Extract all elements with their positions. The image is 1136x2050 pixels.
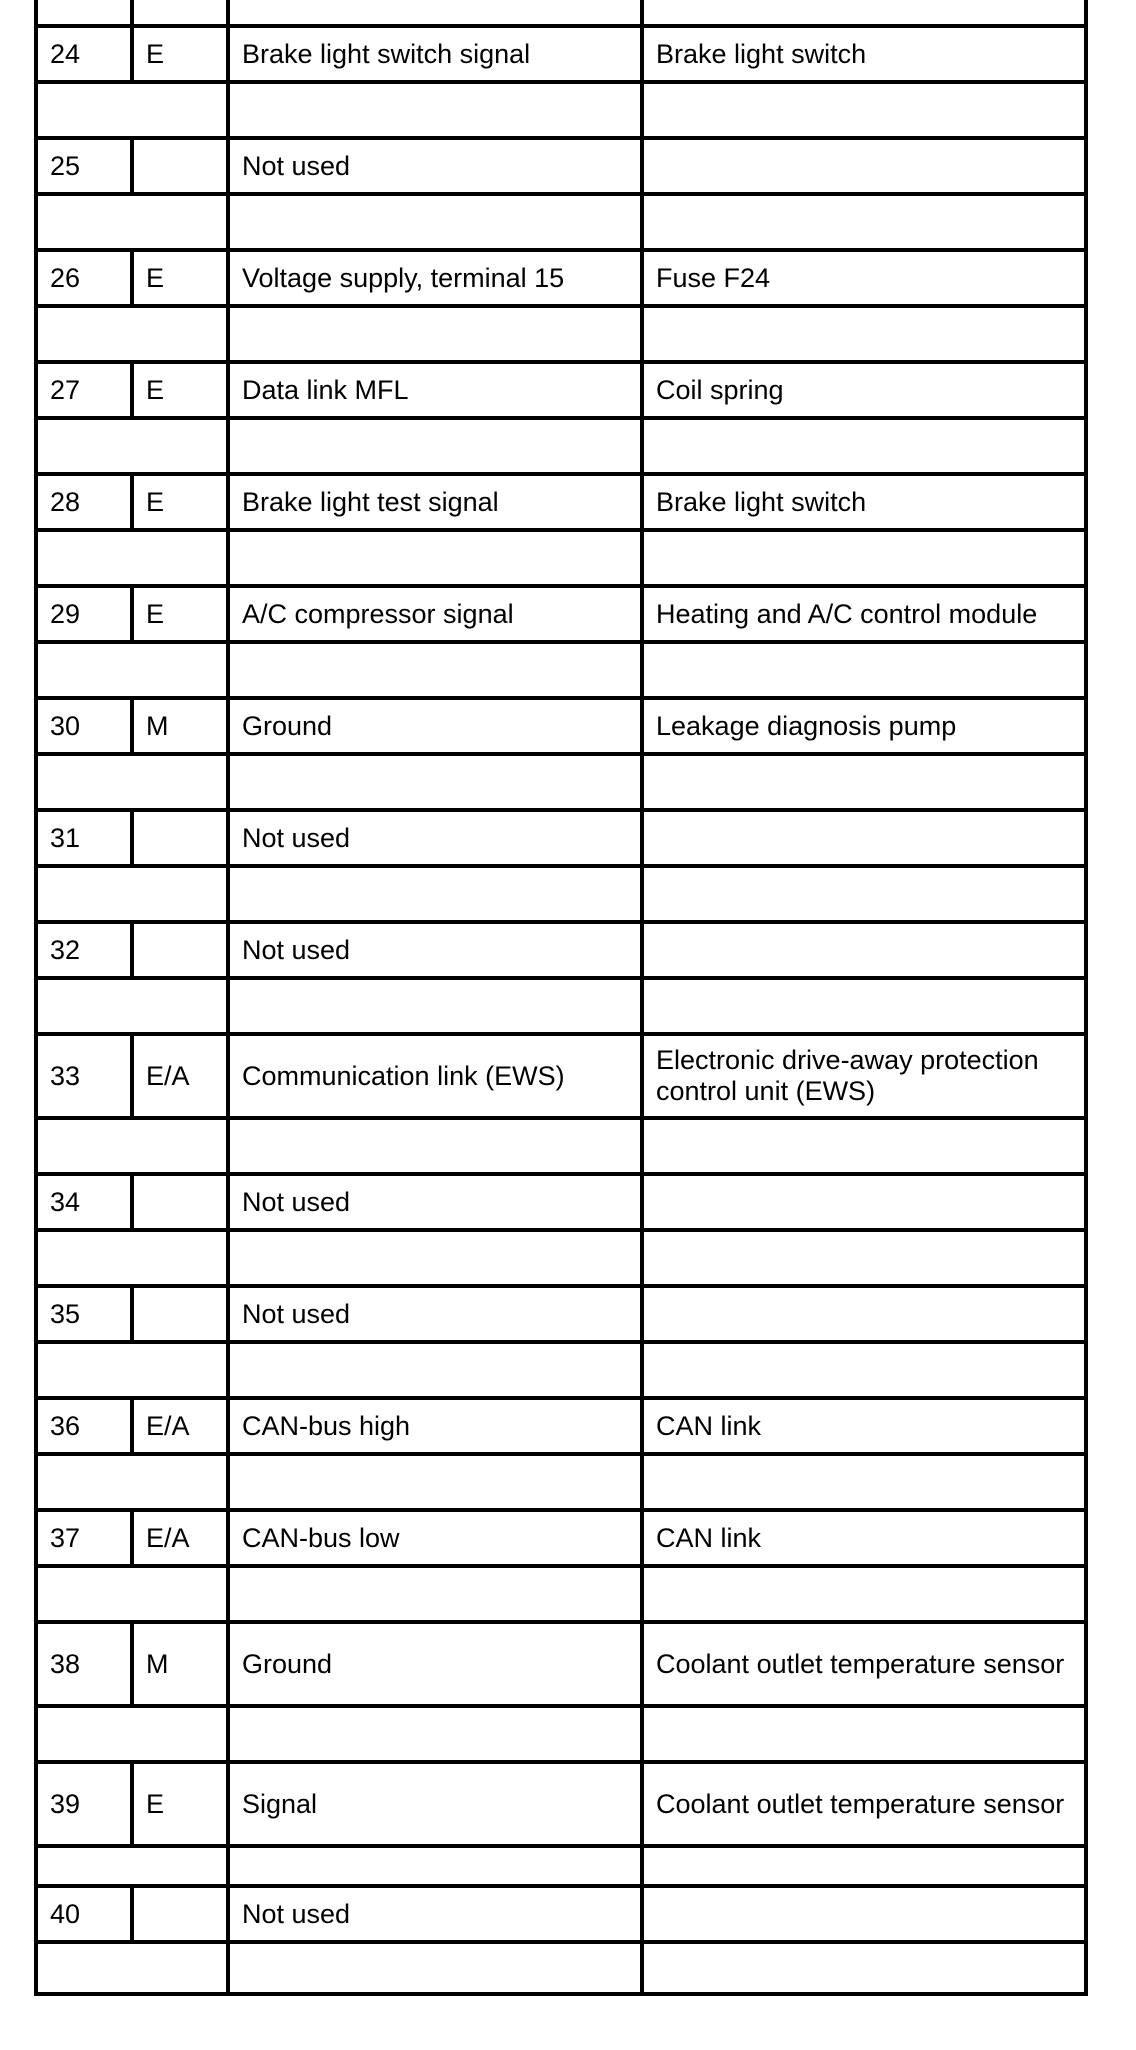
signal-description: CAN-bus high — [228, 1398, 642, 1454]
spacer-cell — [642, 418, 1086, 474]
table-row — [36, 138, 1086, 194]
spacer-cell — [36, 1118, 228, 1174]
spacer-cell — [36, 418, 228, 474]
signal-type — [132, 0, 228, 26]
spacer-cell — [228, 82, 642, 138]
table-row — [36, 586, 1086, 642]
signal-type: M — [132, 698, 228, 754]
spacer-row — [36, 306, 1086, 362]
table-row — [36, 1174, 1086, 1230]
spacer-cell — [642, 1342, 1086, 1398]
signal-type: M — [132, 1622, 228, 1706]
signal-type: E/A — [132, 1510, 228, 1566]
spacer-row — [36, 1454, 1086, 1510]
signal-description: Not used — [228, 922, 642, 978]
connected-component: Coil spring — [642, 362, 1086, 418]
spacer-cell — [642, 194, 1086, 250]
spacer-row — [36, 194, 1086, 250]
signal-description: Ground — [228, 698, 642, 754]
signal-description: Signal — [228, 1762, 642, 1846]
table-row — [36, 1286, 1086, 1342]
pin-number: 36 — [36, 1398, 132, 1454]
pin-number: 31 — [36, 810, 132, 866]
pin-number: 32 — [36, 922, 132, 978]
connected-component — [642, 138, 1086, 194]
spacer-cell — [36, 978, 228, 1034]
signal-type: E — [132, 26, 228, 82]
spacer-cell — [642, 1230, 1086, 1286]
spacer-row — [36, 418, 1086, 474]
table-body — [36, 0, 1086, 1994]
signal-description: A/C compressor signal — [228, 586, 642, 642]
signal-type: E/A — [132, 1398, 228, 1454]
spacer-row — [36, 1230, 1086, 1286]
spacer-cell — [36, 306, 228, 362]
spacer-row — [36, 1342, 1086, 1398]
table-row — [36, 1622, 1086, 1706]
signal-type — [132, 810, 228, 866]
signal-description: Brake light switch signal — [228, 26, 642, 82]
spacer-row — [36, 1942, 1086, 1994]
signal-description: Voltage supply, terminal 15 — [228, 250, 642, 306]
connected-component: Fuse F24 — [642, 250, 1086, 306]
pin-number: 37 — [36, 1510, 132, 1566]
table-row — [36, 1510, 1086, 1566]
spacer-cell — [642, 530, 1086, 586]
spacer-cell — [228, 1454, 642, 1510]
spacer-row — [36, 1846, 1086, 1886]
signal-description: Not used — [228, 1886, 642, 1942]
connected-component: CAN link — [642, 1510, 1086, 1566]
connected-component: Leakage diagnosis pump — [642, 698, 1086, 754]
signal-type — [132, 1886, 228, 1942]
spacer-cell — [36, 1230, 228, 1286]
spacer-cell — [228, 1118, 642, 1174]
signal-description: Data link MFL — [228, 362, 642, 418]
signal-type: E — [132, 1762, 228, 1846]
spacer-cell — [36, 1566, 228, 1622]
spacer-cell — [36, 530, 228, 586]
table-row — [36, 0, 1086, 26]
connected-component: Brake light switch — [642, 474, 1086, 530]
spacer-cell — [36, 194, 228, 250]
connected-component: Electronic drive-away protection control unit (EWS) — [642, 1034, 1086, 1118]
spacer-row — [36, 1118, 1086, 1174]
spacer-cell — [36, 754, 228, 810]
signal-description: Not used — [228, 1286, 642, 1342]
table-row — [36, 1398, 1086, 1454]
pin-number: 34 — [36, 1174, 132, 1230]
table-row — [36, 250, 1086, 306]
signal-description: CAN-bus low — [228, 1510, 642, 1566]
spacer-cell — [228, 418, 642, 474]
spacer-cell — [228, 1342, 642, 1398]
spacer-cell — [228, 530, 642, 586]
signal-description — [228, 0, 642, 26]
signal-type — [132, 1174, 228, 1230]
spacer-cell — [642, 1566, 1086, 1622]
spacer-cell — [642, 1706, 1086, 1762]
pin-number: 35 — [36, 1286, 132, 1342]
spacer-cell — [36, 1846, 228, 1886]
signal-description: Not used — [228, 1174, 642, 1230]
spacer-cell — [228, 306, 642, 362]
table-row — [36, 1886, 1086, 1942]
spacer-cell — [642, 978, 1086, 1034]
spacer-cell — [642, 1118, 1086, 1174]
table-row — [36, 474, 1086, 530]
pin-assignment-table — [34, 0, 1088, 1996]
connected-component: Heating and A/C control module — [642, 586, 1086, 642]
pin-number: 25 — [36, 138, 132, 194]
connected-component — [642, 922, 1086, 978]
spacer-cell — [642, 306, 1086, 362]
pin-number: 28 — [36, 474, 132, 530]
pin-number: 24 — [36, 26, 132, 82]
spacer-cell — [642, 754, 1086, 810]
pin-number — [36, 0, 132, 26]
table-row — [36, 810, 1086, 866]
signal-description: Communication link (EWS) — [228, 1034, 642, 1118]
spacer-row — [36, 530, 1086, 586]
pin-number: 29 — [36, 586, 132, 642]
table-row — [36, 26, 1086, 82]
table-row — [36, 698, 1086, 754]
spacer-cell — [36, 1942, 228, 1994]
connected-component: Brake light switch — [642, 26, 1086, 82]
spacer-cell — [228, 978, 642, 1034]
connected-component — [642, 1886, 1086, 1942]
spacer-cell — [228, 754, 642, 810]
spacer-row — [36, 1706, 1086, 1762]
signal-description: Not used — [228, 138, 642, 194]
signal-type: E — [132, 250, 228, 306]
spacer-cell — [36, 1454, 228, 1510]
table-row — [36, 362, 1086, 418]
spacer-cell — [228, 1846, 642, 1886]
spacer-cell — [642, 1846, 1086, 1886]
signal-type — [132, 138, 228, 194]
pin-number: 38 — [36, 1622, 132, 1706]
spacer-cell — [642, 1942, 1086, 1994]
spacer-cell — [36, 1342, 228, 1398]
spacer-cell — [36, 642, 228, 698]
table-row — [36, 1762, 1086, 1846]
pin-number: 26 — [36, 250, 132, 306]
pin-number: 33 — [36, 1034, 132, 1118]
connected-component: Coolant outlet temperature sensor — [642, 1762, 1086, 1846]
spacer-row — [36, 866, 1086, 922]
connected-component — [642, 810, 1086, 866]
signal-type — [132, 922, 228, 978]
spacer-cell — [36, 82, 228, 138]
spacer-cell — [36, 1706, 228, 1762]
spacer-cell — [228, 866, 642, 922]
spacer-cell — [228, 194, 642, 250]
spacer-cell — [642, 82, 1086, 138]
connected-component — [642, 0, 1086, 26]
signal-type: E — [132, 474, 228, 530]
pin-number: 27 — [36, 362, 132, 418]
spacer-cell — [228, 1566, 642, 1622]
spacer-row — [36, 754, 1086, 810]
table-row — [36, 1034, 1086, 1118]
spacer-cell — [228, 1706, 642, 1762]
spacer-row — [36, 642, 1086, 698]
spacer-row — [36, 978, 1086, 1034]
spacer-cell — [642, 866, 1086, 922]
spacer-cell — [36, 866, 228, 922]
signal-type: E/A — [132, 1034, 228, 1118]
spacer-cell — [642, 642, 1086, 698]
connected-component: Coolant outlet temperature sensor — [642, 1622, 1086, 1706]
spacer-cell — [642, 1454, 1086, 1510]
spacer-row — [36, 1566, 1086, 1622]
pin-number: 40 — [36, 1886, 132, 1942]
connected-component: CAN link — [642, 1398, 1086, 1454]
table-row — [36, 922, 1086, 978]
spacer-cell — [228, 1230, 642, 1286]
signal-description: Not used — [228, 810, 642, 866]
signal-type — [132, 1286, 228, 1342]
spacer-cell — [228, 642, 642, 698]
signal-type: E — [132, 362, 228, 418]
connected-component — [642, 1286, 1086, 1342]
connected-component — [642, 1174, 1086, 1230]
signal-description: Brake light test signal — [228, 474, 642, 530]
pin-number: 30 — [36, 698, 132, 754]
pin-number: 39 — [36, 1762, 132, 1846]
signal-description: Ground — [228, 1622, 642, 1706]
signal-type: E — [132, 586, 228, 642]
spacer-cell — [228, 1942, 642, 1994]
spacer-row — [36, 82, 1086, 138]
